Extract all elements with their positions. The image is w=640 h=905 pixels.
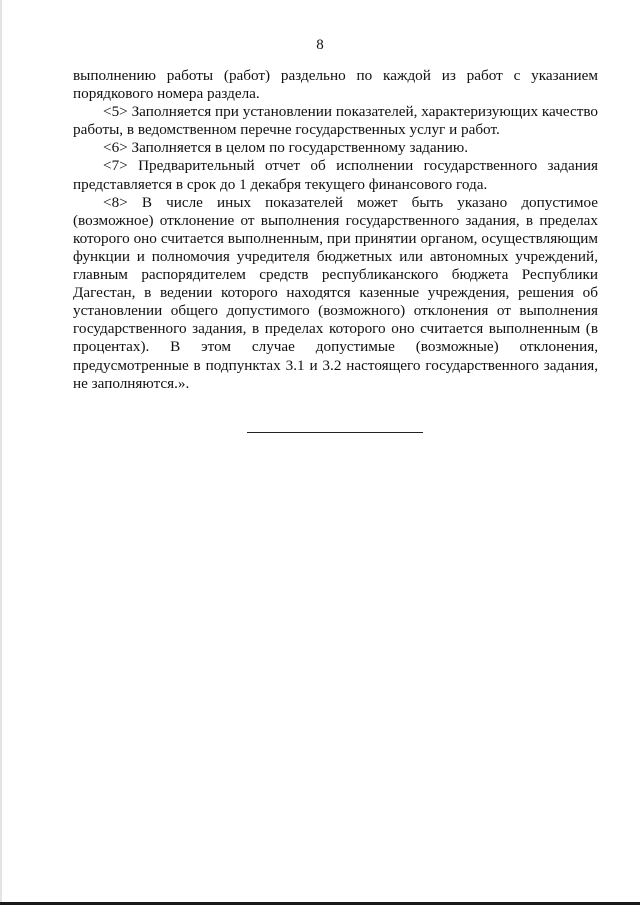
footnote-5: <5> Заполняется при установлении показателей, характеризующих качество работы, в ведомственном перечне государственных услуг и работ. [73,103,598,139]
footnote-6: <6> Заполняется в целом по государственному заданию. [103,139,469,157]
document-body [73,67,598,393]
closing-divider-line [247,432,423,433]
paragraph-continuation: выполнению работы (работ) раздельно по каждой из работ с указанием порядкового номера раздела. [73,67,598,103]
footnote-8: <8> В числе иных показателей может быть указано допустимое (возможное) отклонение от выполнения государственного задания, в пределах которого оно считается выполненным, при принятии органом, осуществляющим функции и полномочия учредителя бюджетных или автономных учреждений, главным распорядителем средств республиканского бюджета Республики Дагестан, в ведении которого находятся казенные учреждения, решения об установлении общего допустимого (возможного) отклонения от выполнения государственного задания, в пределах которого оно считается выполненным (в процентах). В этом случае допустимые (возможные) отклонения, предусмотренные в подпунктах 3.1 и 3.2 настоящего государственного задания, не заполняются.». [73,193,598,392]
scan-left-edge [0,0,2,905]
footnote-7: <7> Предварительный отчет об исполнении государственного задания представляется в срок до 1 декабря текущего финансового года. [73,157,598,193]
page-number: 8 [316,37,324,53]
